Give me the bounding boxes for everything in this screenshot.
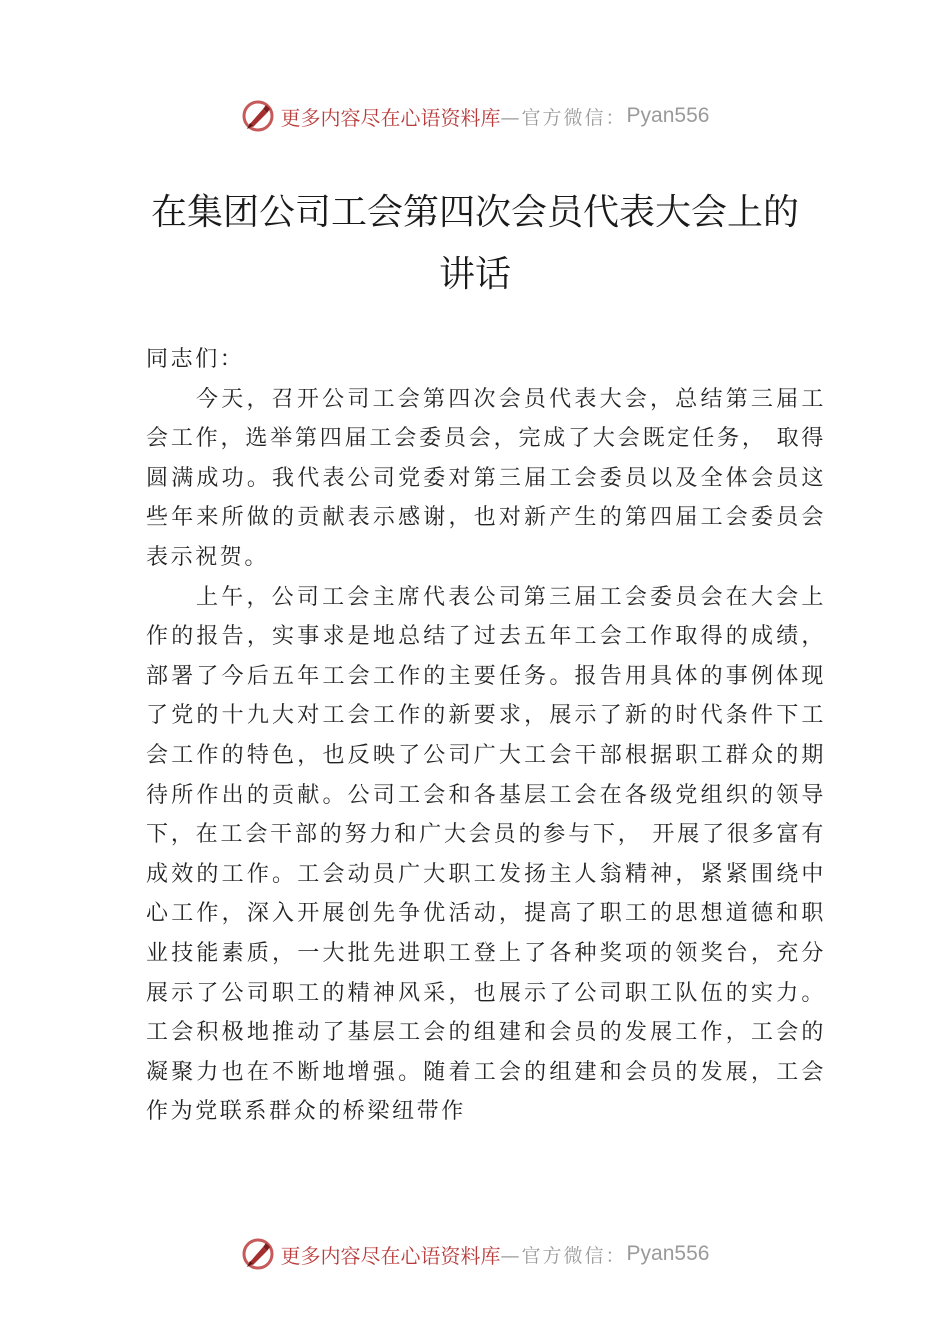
paragraph: 今天，召开公司工会第四次会员代表大会，总结第三届工会工作，选举第四届工会委员会，完成了大会既定任务， 取得圆满成功。我代表公司党委对第三届工会委员以及全体会员这些年来所做的贡献表示感谢，也对新产生的第四届工会委员会表示祝贺。 [146,386,826,570]
banner-wechat-id: Pyan556 [626,1242,710,1265]
banner-wechat-label: —官方微信： [500,1244,627,1267]
banner-wechat-label: —官方微信： [500,106,627,129]
document-body [146,340,826,1132]
header-banner [0,96,950,136]
document-title-line1: 在集团公司工会第四次会员代表大会上的 [150,192,799,233]
document-title-line2: 讲话 [438,254,511,295]
pen-logo-icon [241,99,275,133]
banner-wechat-id: Pyan556 [626,104,710,127]
banner-brand-text: 更多内容尽在心语资料库 [280,105,501,130]
banner-brand-text: 更多内容尽在心语资料库 [280,1243,501,1268]
footer-banner [0,1234,950,1274]
pen-logo-icon [241,1237,275,1271]
salutation: 同志们： [146,347,245,372]
paragraph: 上午，公司工会主席代表公司第三届工会委员会在大会上作的报告，实事求是地总结了过去五年工会工作取得的成绩，部署了今后五年工会工作的主要任务。报告用具体的事例体现了党的十九大对工会工作的新要求，展示了新的时代条件下工会工作的特色，也反映了公司广大工会干部根据职工群众的期待所作出的贡献。公司工会和各基层工会在各级党组织的领导下，在工会干部的努力和广大会员的参与下， 开展了很多富有成效的工作。工会动员广大职工发扬主人翁精神，紧紧围绕中心工作，深入开展创先争优活动，提高了职工的思想道德和职业技能素质，一大批先进职工登上了各种奖项的领奖台，充分展示了公司职工的精神风采，也展示了公司职工队伍的实力。工会积极地推动了基层工会的组建和会员的发展工作，工会的凝聚力也在不断地增强。随着工会的组建和会员的发展，工会作为党联系群众的桥梁纽带作 [146,584,826,1125]
